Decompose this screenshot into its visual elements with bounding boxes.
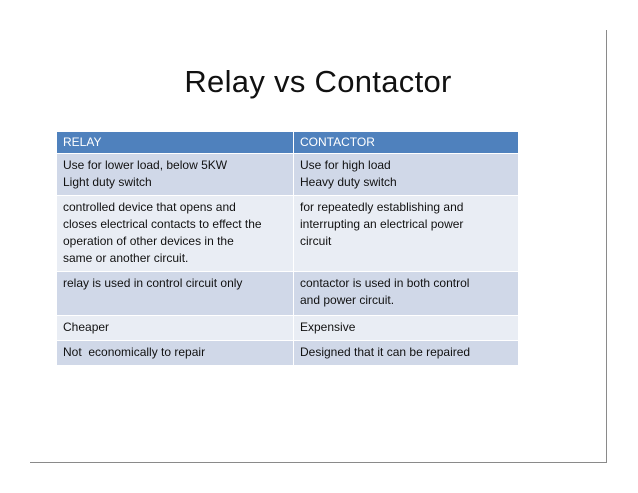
table-row	[57, 154, 519, 196]
header-contactor: CONTACTOR	[294, 132, 519, 154]
cell-line: circuit	[300, 234, 332, 248]
cell-line: relay is used in control circuit only	[63, 276, 243, 290]
slide-border-bottom	[30, 462, 607, 463]
contactor-cell	[294, 196, 519, 272]
cell-line: and power circuit.	[300, 293, 395, 307]
relay-cell	[57, 154, 294, 196]
header-relay: RELAY	[57, 132, 294, 154]
relay-cell	[57, 196, 294, 272]
cell-line: Not economically to repair	[63, 345, 206, 359]
comparison-table	[56, 131, 519, 366]
relay-cell	[57, 341, 294, 366]
slide-title: Relay vs Contactor	[184, 64, 452, 99]
cell-line: interrupting an electrical power	[300, 217, 464, 231]
contactor-cell	[294, 154, 519, 196]
cell-line: Use for lower load, below 5KW	[63, 158, 228, 172]
cell-line: Designed that it can be repaired	[300, 345, 471, 359]
table-row	[57, 316, 519, 341]
contactor-cell	[294, 272, 519, 316]
table-row	[57, 341, 519, 366]
table-row	[57, 196, 519, 272]
cell-line: controlled device that opens and	[63, 200, 236, 214]
cell-line: Cheaper	[63, 320, 110, 334]
table-header-row	[57, 132, 519, 154]
cell-line: Heavy duty switch	[300, 175, 397, 189]
cell-line: Expensive	[300, 320, 356, 334]
relay-cell	[57, 316, 294, 341]
contactor-cell	[294, 341, 519, 366]
cell-line: for repeatedly establishing and	[300, 200, 464, 214]
relay-cell	[57, 272, 294, 316]
cell-line: same or another circuit.	[63, 251, 189, 265]
table-row	[57, 272, 519, 316]
cell-line: contactor is used in both control	[300, 276, 470, 290]
cell-line: Light duty switch	[63, 175, 152, 189]
cell-line: Use for high load	[300, 158, 391, 172]
cell-line: closes electrical contacts to effect the	[63, 217, 262, 231]
cell-line: operation of other devices in the	[63, 234, 234, 248]
contactor-cell	[294, 316, 519, 341]
